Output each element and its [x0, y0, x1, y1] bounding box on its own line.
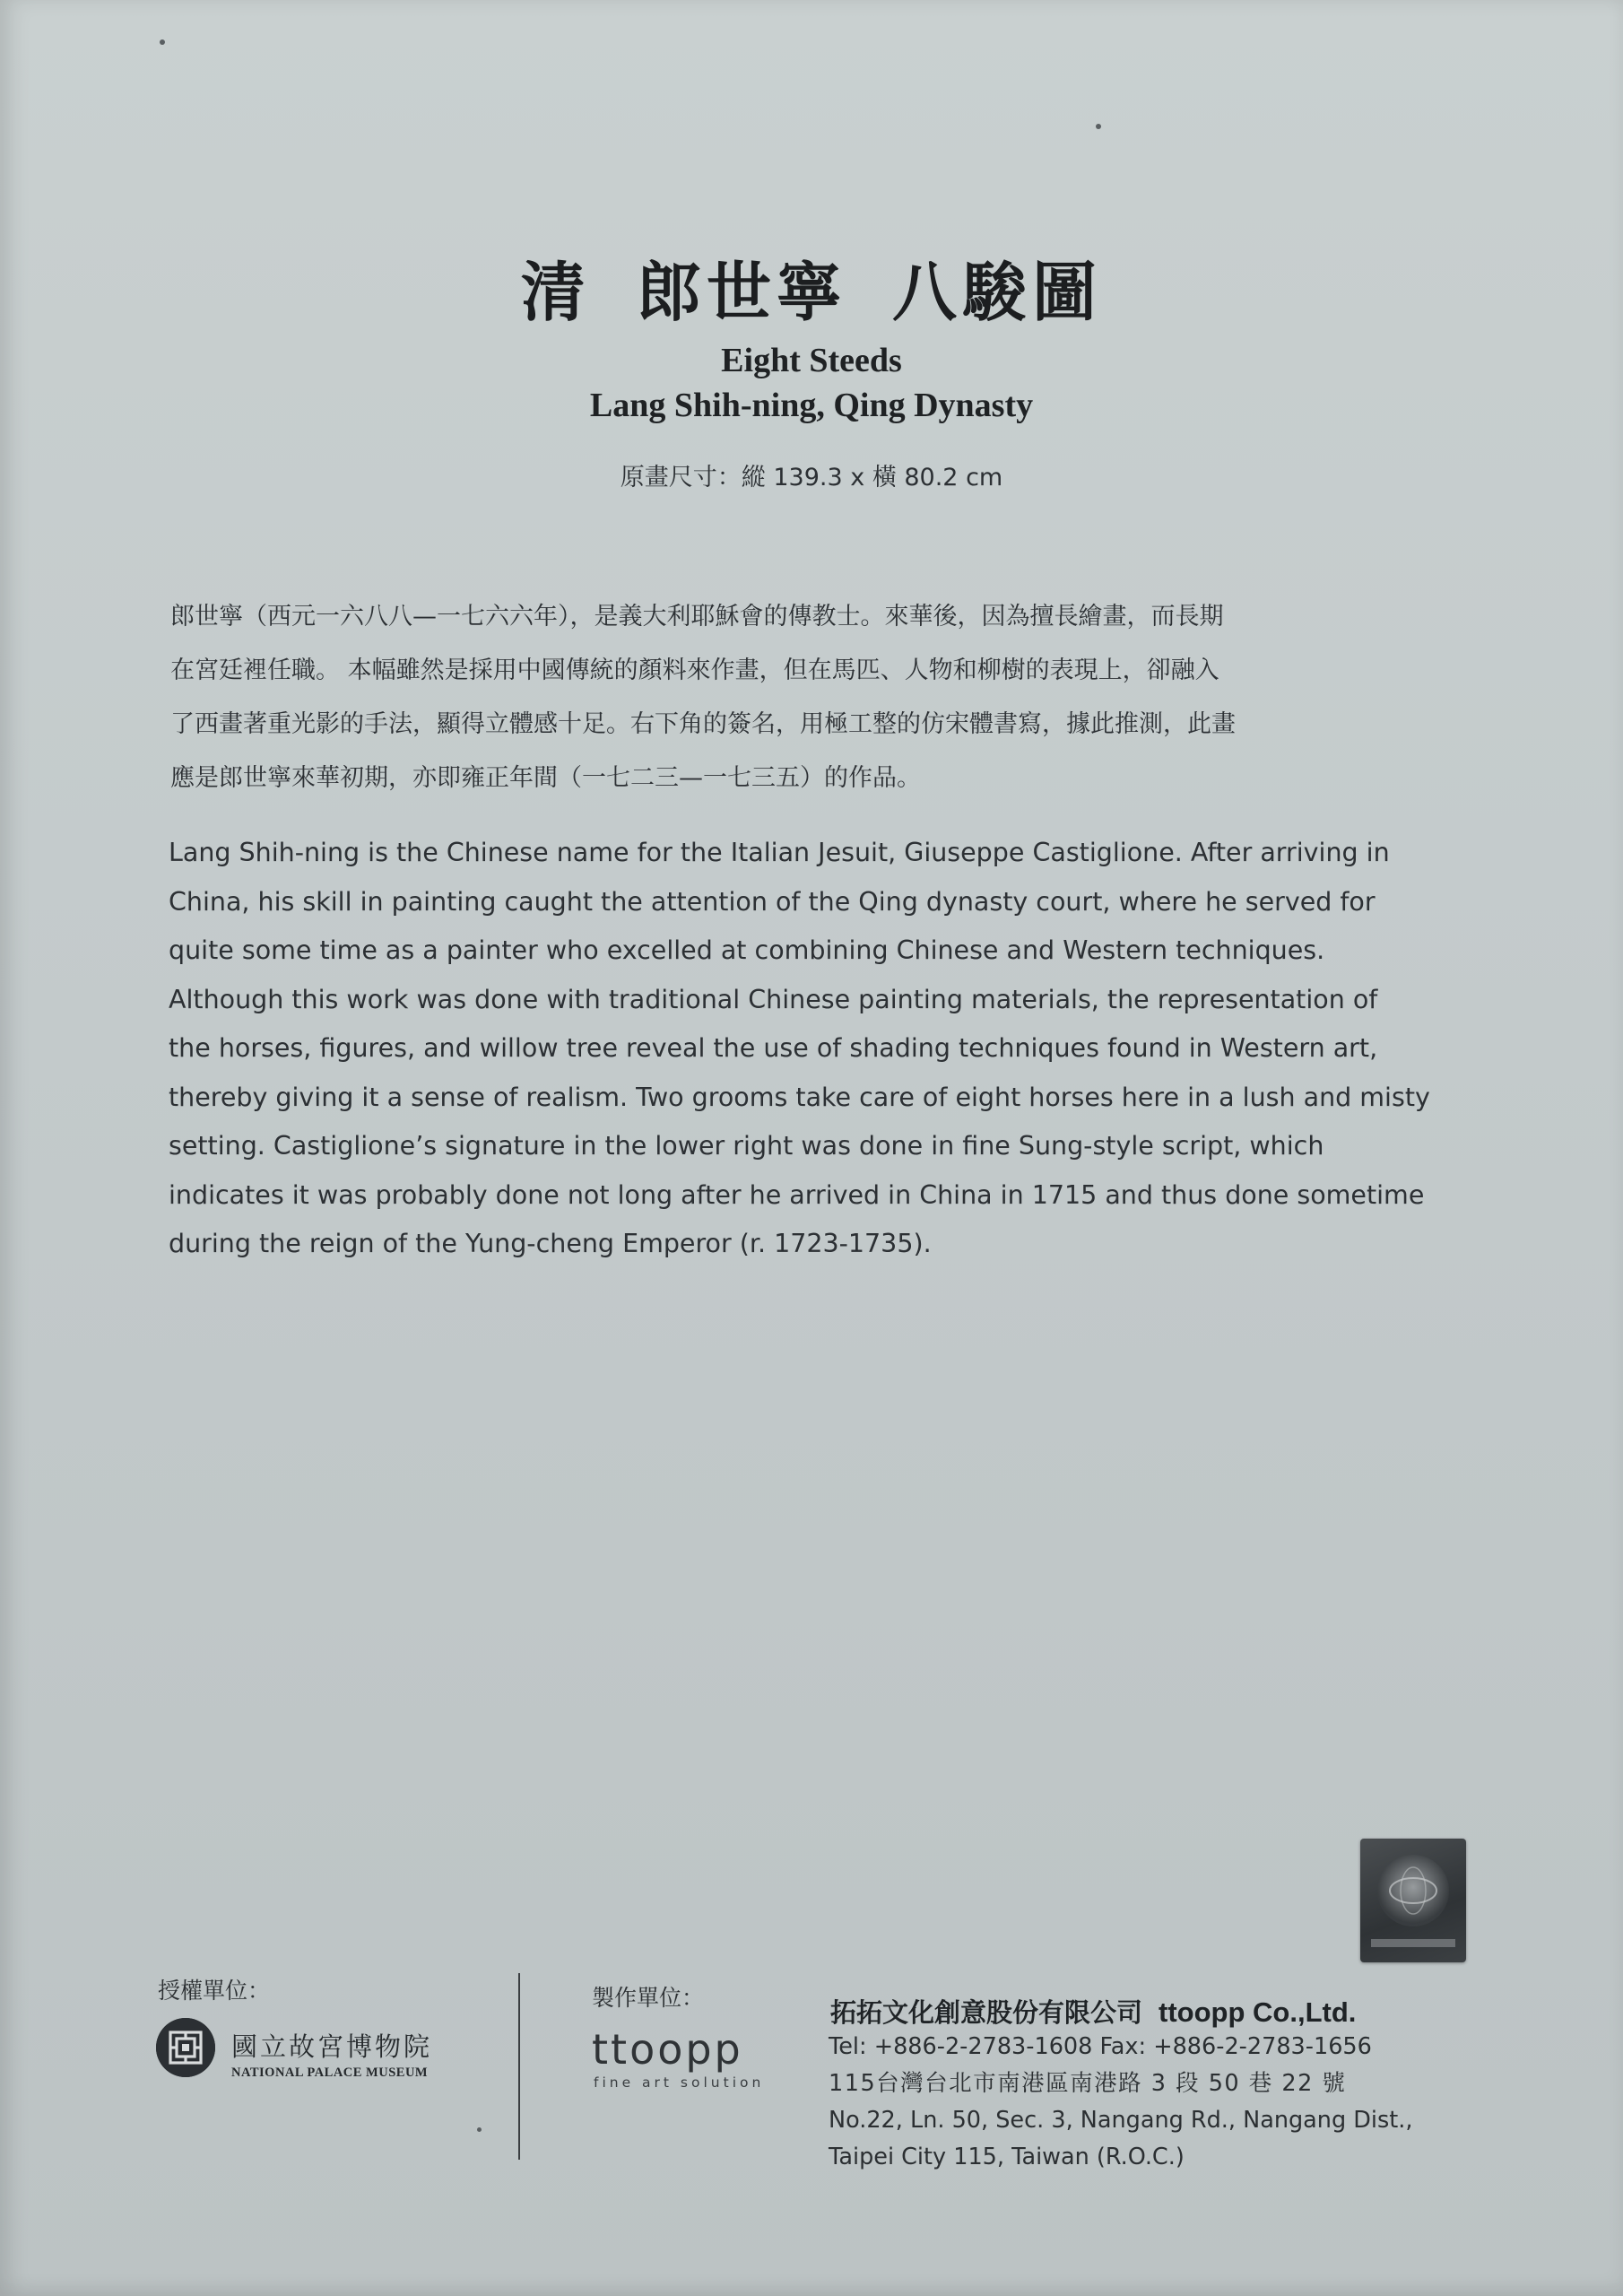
description-english	[169, 829, 1510, 1269]
contact-address-english: No.22, Ln. 50, Sec. 3, Nangang Rd., Nangang Dist.,	[829, 2107, 1413, 2134]
dimensions-text: 原畫尺寸：縱 139.3 x 橫 80.2 cm	[620, 464, 1003, 491]
description-english-line: China, his skill in painting caught the attention of the Qing dynasty court, where he served for	[169, 886, 1376, 917]
description-chinese-line: 應是郎世寧來華初期，亦即雍正年間（一七二三—一七三五）的作品。	[170, 764, 921, 792]
description-english-line: setting. Castiglione’s signature in the lower right was done in fine Sung-style script, which	[169, 1131, 1324, 1161]
description-english-line: Although this work was done with traditional Chinese painting materials, the representation of	[169, 984, 1378, 1014]
contact-address-city: Taipei City 115, Taiwan (R.O.C.)	[829, 2144, 1185, 2170]
description-chinese	[170, 590, 1506, 805]
paper-speck	[1096, 124, 1101, 129]
description-english-line: indicates it was probably done not long after he arrived in China in 1715 and thus done sometime	[169, 1179, 1425, 1210]
licensor-name-chinese: 國立故宮博物院	[231, 2031, 433, 2062]
description-english-line: thereby giving it a sense of realism. Two grooms take care of eight horses here in a lush and misty	[169, 1082, 1430, 1112]
company-name	[830, 1993, 1356, 2030]
npm-emblem-icon	[156, 2018, 215, 2077]
paper-speck	[160, 39, 165, 45]
description-english-line: quite some time as a painter who excelled at combining Chinese and Western techniques.	[169, 935, 1325, 965]
company-name-chinese: 拓拓文化創意股份有限公司	[830, 1997, 1143, 2028]
producer-label: 製作單位：	[592, 1985, 705, 2011]
licensor-label: 授權單位：	[158, 1978, 271, 2004]
paper-speck	[477, 2127, 482, 2132]
title-english: Eight Steeds	[721, 342, 902, 379]
company-contact	[829, 2029, 1510, 2176]
company-name-english: ttoopp Co.,Ltd.	[1159, 1996, 1357, 2028]
description-chinese-line: 在宮廷裡任職。 本幅雖然是採用中國傳統的顏料來作畫，但在馬匹、人物和柳樹的表現上，卻融入	[170, 657, 1219, 684]
contact-address-chinese: 115台灣台北市南港區南港路 3 段 50 巷 22 號	[829, 2070, 1347, 2097]
description-english-line: during the reign of the Yung-cheng Emperor (r. 1723-1735).	[169, 1229, 932, 1258]
description-chinese-line: 郎世寧（西元一六八八—一七六六年），是義大利耶穌會的傳教士。來華後，因為擅長繪畫，而長期	[170, 603, 1224, 631]
title-chinese: 清 郎世寧 八駿圖	[520, 254, 1103, 330]
description-chinese-line: 了西畫著重光影的手法，顯得立體感十足。右下角的簽名，用極工整的仿宋體書寫，據此推測，此畫	[170, 710, 1236, 738]
licensor-name-english: NATIONAL PALACE MUSEUM	[231, 2066, 429, 2080]
hologram-seal-icon	[1360, 1839, 1466, 1962]
producer-logo-tagline: fine art solution	[594, 2074, 765, 2091]
description-english-line: the horses, figures, and willow tree reveal the use of shading techniques found in Western art,	[169, 1033, 1378, 1063]
contact-phone-fax: Tel: +886-2-2783-1608 Fax: +886-2-2783-1656	[829, 2033, 1372, 2060]
footer-divider	[518, 1973, 520, 2160]
subtitle-english: Lang Shih-ning, Qing Dynasty	[589, 387, 1034, 424]
description-english-line: Lang Shih-ning is the Chinese name for the Italian Jesuit, Giuseppe Castiglione. After arriving in	[169, 838, 1390, 867]
producer-logo: ttoopp	[592, 2025, 743, 2074]
